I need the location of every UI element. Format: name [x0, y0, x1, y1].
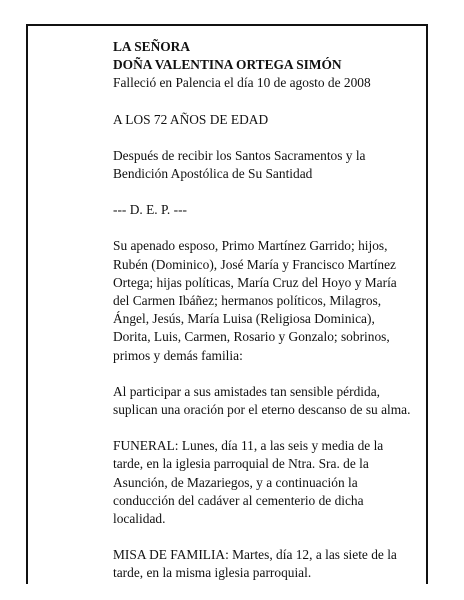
- death-notice: [113, 38, 413, 583]
- family-line: Su apenado esposo, Primo Martínez Garrido; hijos,: [113, 238, 388, 254]
- age-line: A LOS 72 AÑOS DE EDAD: [113, 111, 269, 127]
- title-line-1: LA SEÑORA: [113, 39, 191, 54]
- family-line: primos y demás familia:: [113, 347, 243, 363]
- sacraments-line-1: Después de recibir los Santos Sacramentos y la: [113, 147, 366, 163]
- family-line: Dorita, Luis, Carmen, Rosario y Gonzalo; sobrinos,: [113, 329, 390, 345]
- death-date-line: Falleció en Palencia el día 10 de agosto de 2008: [113, 75, 371, 91]
- funeral-line: tarde, en la iglesia parroquial de Ntra. Sra. de la: [113, 456, 369, 472]
- family-line: Ortega; hijas políticas, María Cruz del Hoyo y María: [113, 274, 397, 290]
- family-line: del Carmen Ibáñez; hermanos políticos, Milagros,: [113, 293, 382, 309]
- funeral-line: localidad.: [113, 511, 166, 527]
- funeral-line: FUNERAL: Lunes, día 11, a las seis y media de la: [113, 438, 384, 454]
- rip-line: --- D. E. P. ---: [113, 202, 188, 218]
- mass-line: MISA DE FAMILIA: Martes, día 12, a las siete de la: [113, 547, 397, 563]
- deceased-name: DOÑA VALENTINA ORTEGA SIMÓN: [113, 57, 342, 73]
- request-line: Al participar a sus amistades tan sensible pérdida,: [113, 383, 380, 399]
- sacraments-line-2: Bendición Apostólica de Su Santidad: [113, 166, 313, 182]
- funeral-line: Asunción, de Mazariegos, y a continuación la: [113, 474, 358, 490]
- mass-line: tarde, en la misma iglesia parroquial.: [113, 565, 312, 581]
- family-line: Ángel, Jesús, María Luisa (Religiosa Dominica),: [113, 311, 375, 327]
- family-line: Rubén (Dominico), José María y Francisco Martínez: [113, 256, 396, 272]
- request-line: suplican una oración por el eterno descanso de su alma.: [113, 402, 411, 418]
- funeral-line: conducción del cadáver al cementerio de dicha: [113, 492, 364, 508]
